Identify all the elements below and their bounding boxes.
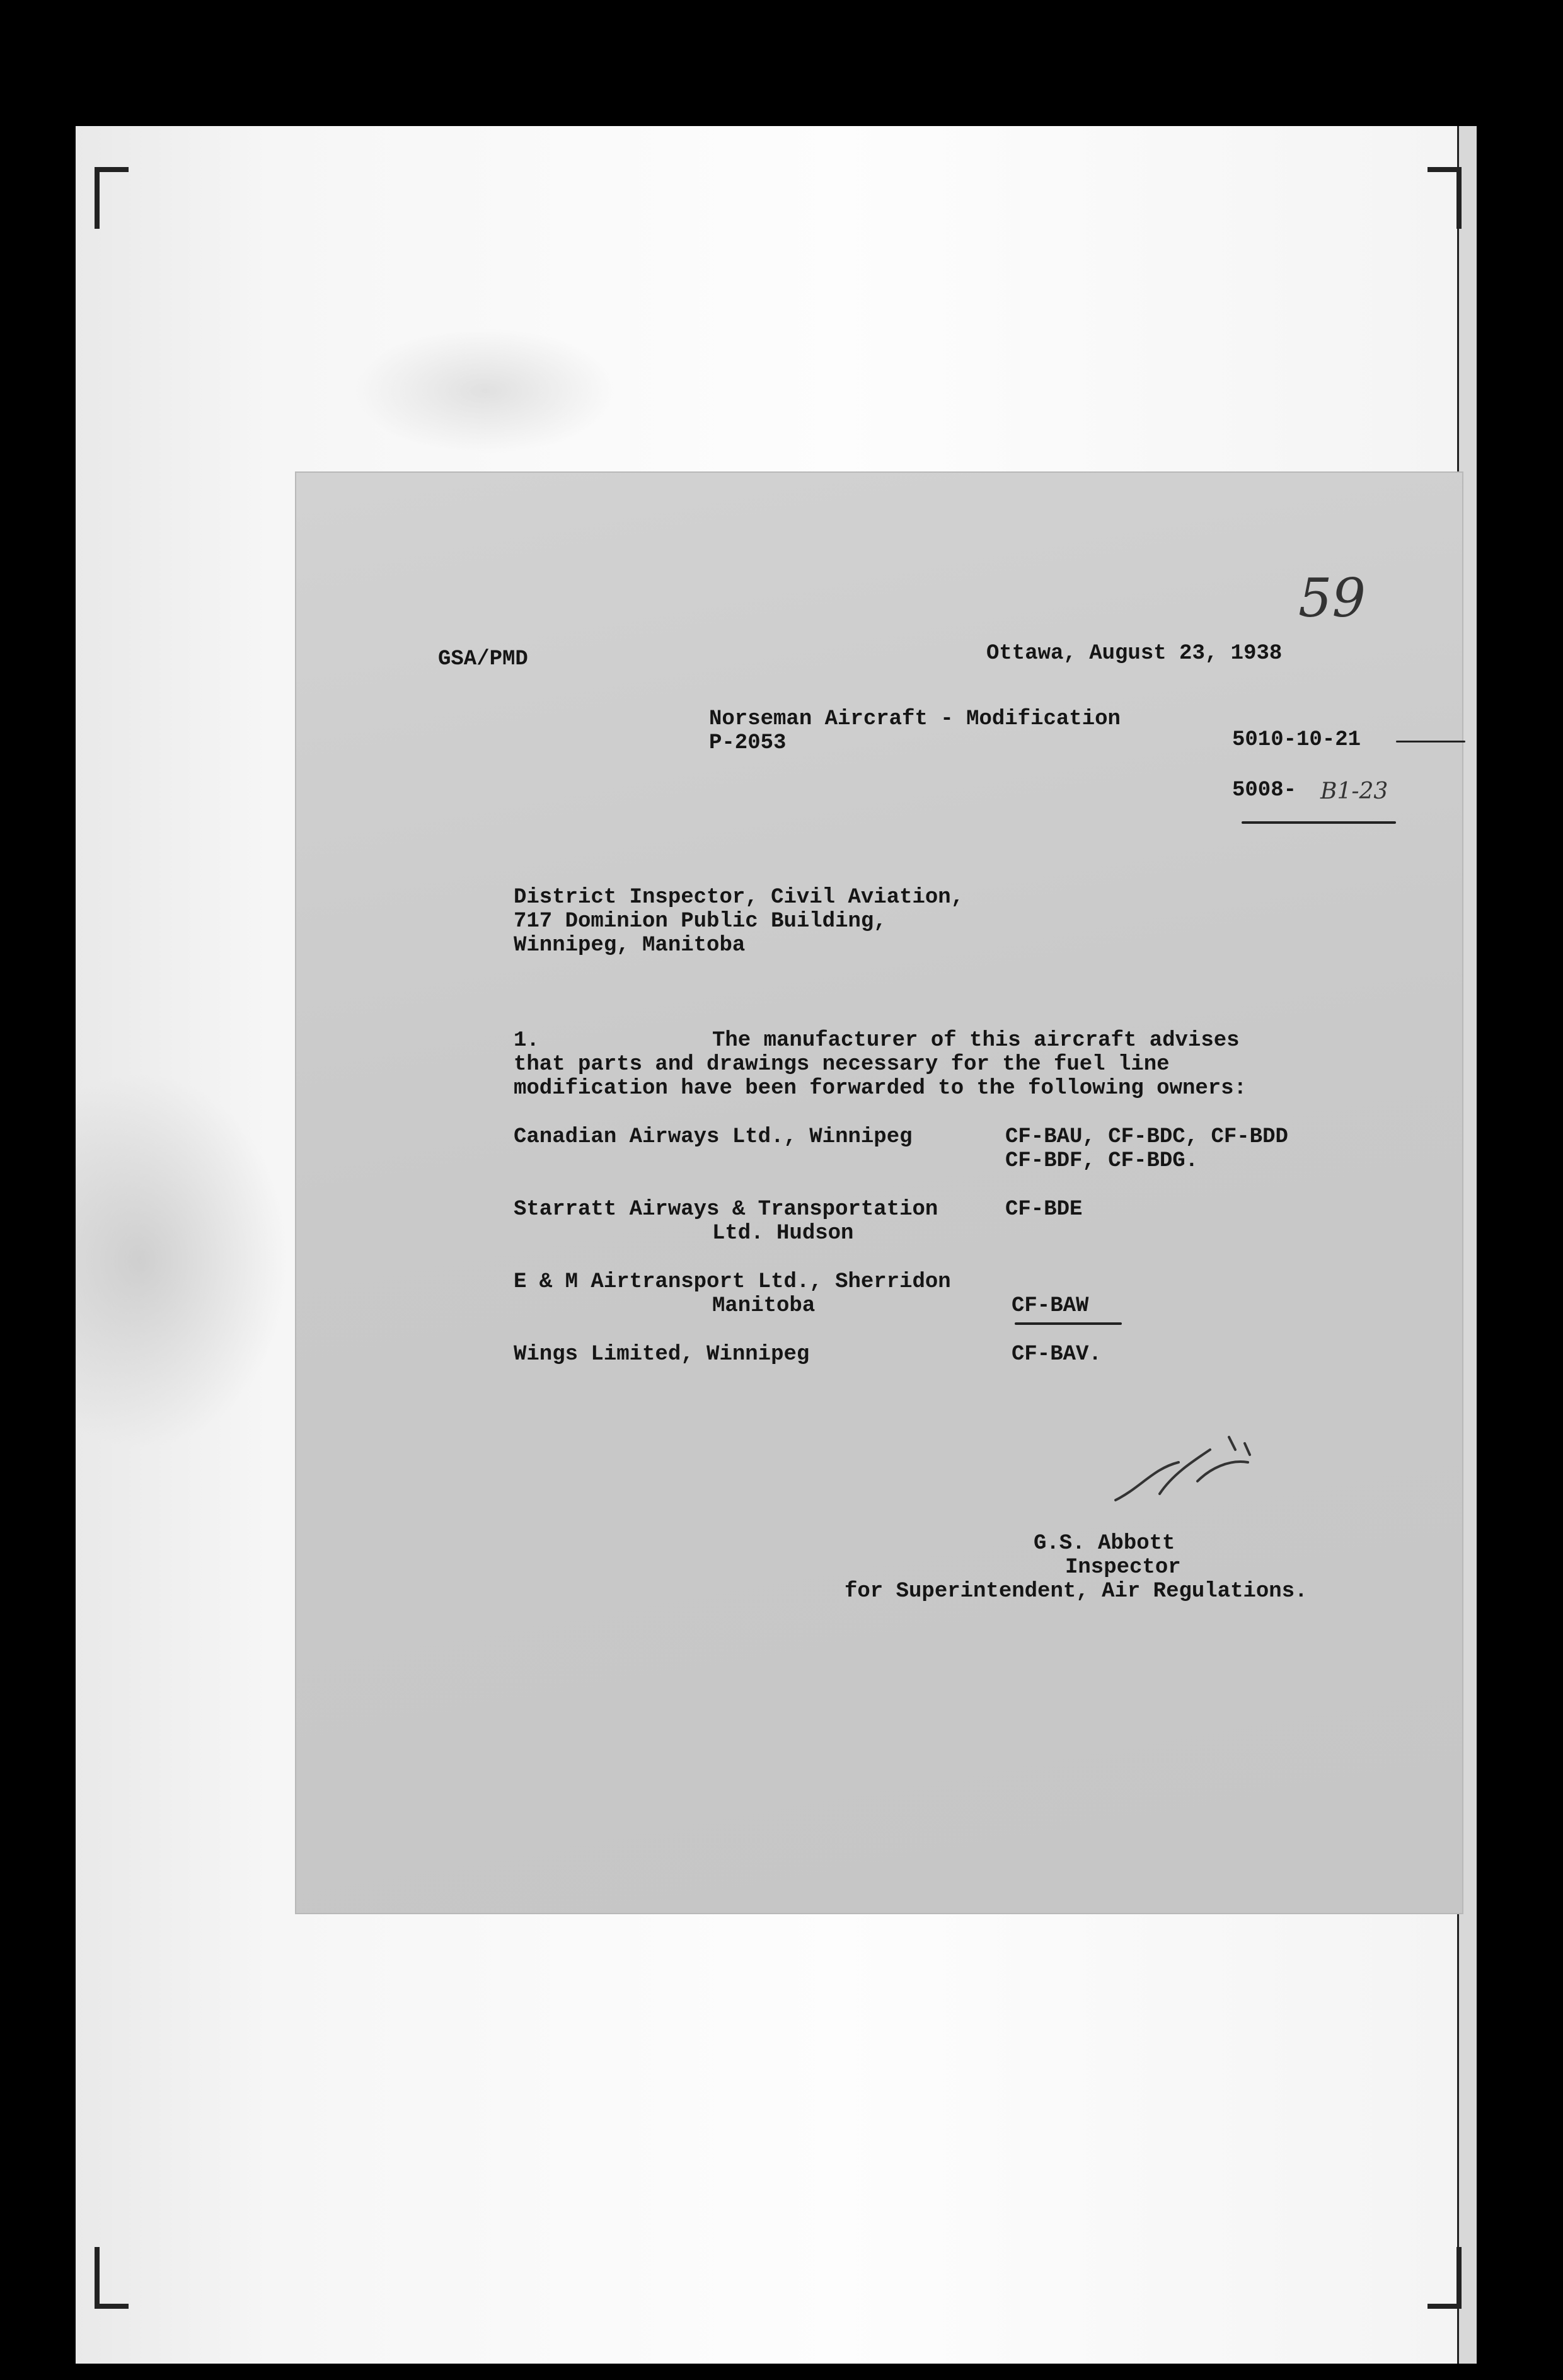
owner-name: Ltd. Hudson	[712, 1222, 854, 1245]
owner-name: Wings Limited, Winnipeg	[514, 1343, 810, 1366]
crop-mark	[1427, 167, 1462, 229]
addressee-line: 717 Dominion Public Building,	[514, 910, 887, 933]
subject-number: P-2053	[709, 731, 787, 755]
owner-registrations: CF-BDE	[1005, 1198, 1083, 1222]
underline-mark	[1242, 821, 1396, 824]
signatory-for-line: for Superintendent, Air Regulations.	[845, 1580, 1308, 1603]
crop-mark	[95, 2247, 129, 2309]
owner-name: E & M Airtransport Ltd., Sherridon	[514, 1270, 951, 1294]
place-date: Ottawa, August 23, 1938	[986, 642, 1283, 666]
signatory-title: Inspector	[1065, 1556, 1181, 1580]
owner-name: Starratt Airways & Transportation	[514, 1198, 938, 1222]
owner-registrations: CF-BAW	[1012, 1294, 1089, 1318]
addressee-line: Winnipeg, Manitoba	[514, 933, 746, 957]
paragraph-number: 1.	[514, 1029, 539, 1053]
handwritten-initials	[1103, 1424, 1267, 1525]
film-smudge	[76, 1072, 290, 1450]
owner-registrations: CF-BAV.	[1012, 1343, 1102, 1366]
crop-mark	[1427, 2247, 1462, 2309]
owner-name: Canadian Airways Ltd., Winnipeg	[514, 1125, 913, 1149]
paragraph-line: The manufacturer of this aircraft advises	[712, 1029, 1240, 1053]
file-number-handwritten: B1-23	[1320, 778, 1388, 804]
page-number: 59	[1298, 567, 1366, 629]
owner-registrations: CF-BDF, CF-BDG.	[1005, 1149, 1199, 1173]
subject-line: Norseman Aircraft - Modification	[709, 707, 1121, 731]
file-number-secondary: 5008-	[1232, 778, 1297, 802]
signatory-name: G.S. Abbott	[1034, 1532, 1175, 1556]
paragraph-line: modification have been forwarded to the following owners:	[514, 1077, 1247, 1100]
owner-registrations: CF-BAU, CF-BDC, CF-BDD	[1005, 1125, 1288, 1149]
film-smudge	[353, 328, 618, 454]
underline-mark	[1015, 1322, 1122, 1325]
addressee-line: District Inspector, Civil Aviation,	[514, 886, 964, 910]
letter-page	[296, 473, 1462, 1913]
paragraph-line: that parts and drawings necessary for the fuel line	[514, 1053, 1170, 1077]
crop-mark	[95, 167, 129, 229]
pen-stroke	[1396, 741, 1465, 742]
file-number-primary: 5010-10-21	[1232, 728, 1361, 752]
reference-code: GSA/PMD	[438, 647, 528, 671]
owner-name: Manitoba	[712, 1294, 816, 1318]
